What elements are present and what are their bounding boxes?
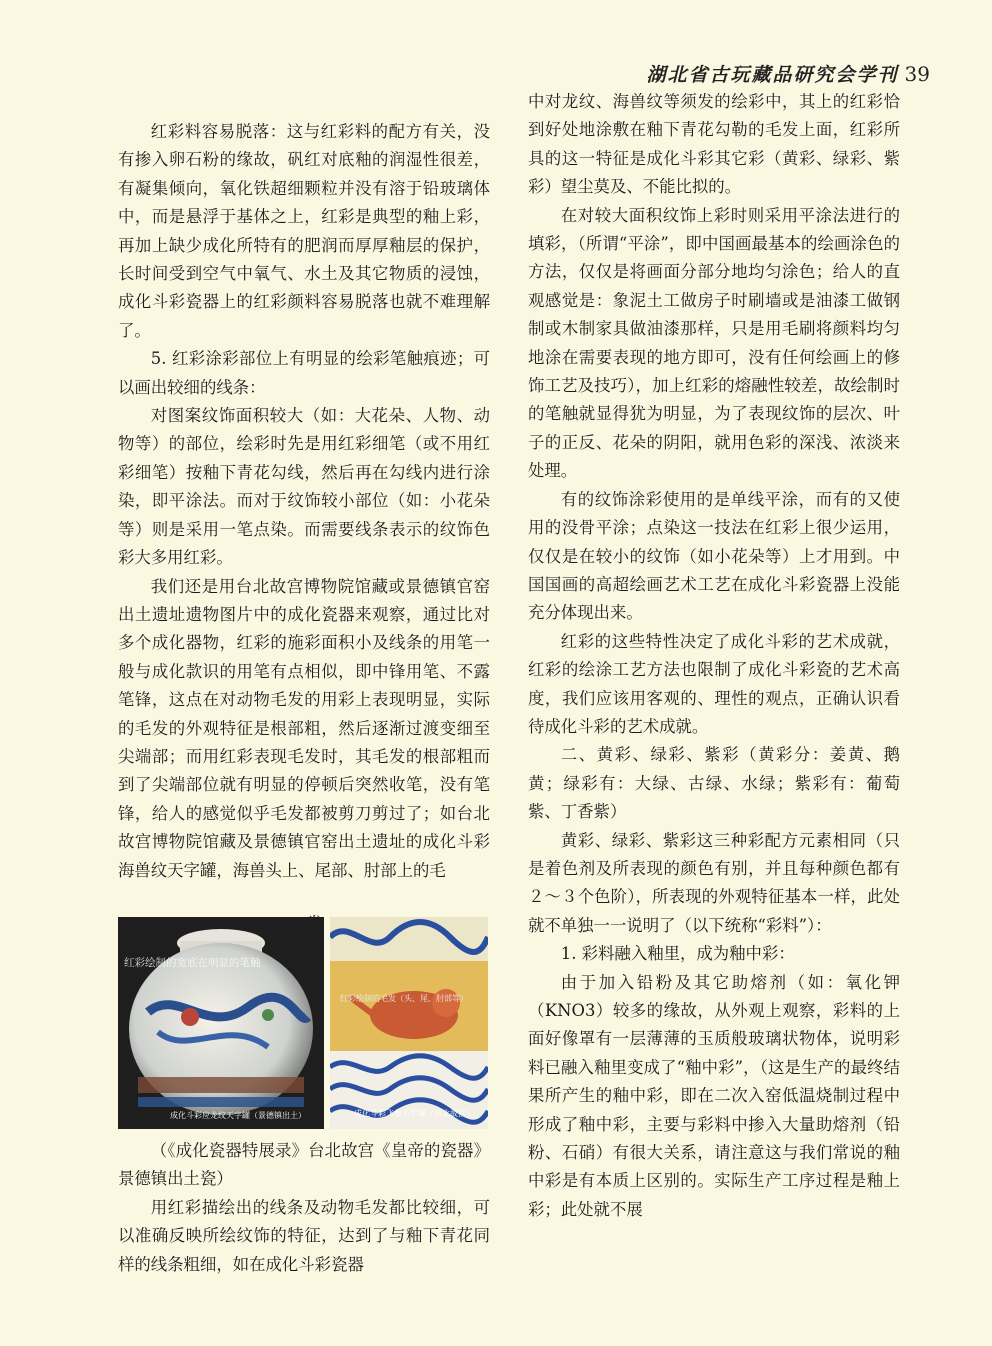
- journal-title: 湖北省古玩藏品研究会学刊: [646, 64, 899, 86]
- paragraph: 我们还是用台北故宫博物院馆藏或景德镇官窑出土遗址遗物图片中的成化瓷器来观察，通过比对多个成化器物，红彩的施彩面积小及线条的用笔一般与成化款识的用笔有点相似，即中锋用笔、不露笔锋，这点在对动物毛发的用彩上表现明显，实际的毛发的外观特征是根部粗，然后逐渐过渡变细至尖端部；而用红彩表现毛发时，其毛发的根部粗而到了尖端部位就有明显的停顿后突然收笔，没有笔锋，给人的感觉似乎毛发都被剪刀剪过了；如台北故宫博物院馆藏及景德镇官窑出土遗址的成化斗彩海兽纹天字罐，海兽头上、尾部、肘部上的毛: [118, 576, 490, 880]
- left-column: [118, 118, 490, 885]
- dragon-jar-photo: [118, 917, 324, 1129]
- paragraph: 用红彩描绘出的线条及动物毛发都比较细，可以准确反映所绘纹饰的特征，达到了与釉下青花同样的线条粗细，如在成化斗彩瓷器: [118, 1197, 490, 1274]
- paragraph: 黄彩、绿彩、紫彩这三种彩配方元素相同（只是着色剂及所表现的颜色有别，并且每种颜色都有２～３个色阶），所表现的外观特征基本一样，此处就不单独一一说明了（以下统称“彩料”）：: [528, 830, 900, 935]
- figure-overlay-label: 红彩绘制的宽底在明显的笔触: [124, 957, 261, 969]
- paragraph: 5. 红彩涂彩部位上有明显的绘彩笔触痕迹；可以画出较细的线条：: [118, 349, 490, 397]
- left-column-continued: [118, 1137, 490, 1279]
- figure-caption: 成化斗彩飞象天字罐（台北故宫）: [354, 1109, 474, 1118]
- section-heading: 二、黄彩、绿彩、紫彩（黄彩分：姜黄、鹅黄；绿彩有：大绿、古绿、水绿；紫彩有：葡萄紫、丁香紫）: [528, 745, 900, 822]
- paragraph: 红彩的这些特性决定了成化斗彩的艺术成就，红彩的绘涂工艺方法也限制了成化斗彩瓷的艺术高度，我们应该用客观的、理性的观点，正确认识看待成化斗彩的艺术成就。: [528, 631, 900, 736]
- right-column: [528, 88, 900, 1224]
- paragraph: 中对龙纹、海兽纹等须发的绘彩中，其上的红彩恰到好处地涂敷在釉下青花勾勒的毛发上面，红彩所具的这一特征是成化斗彩其它彩（黄彩、绿彩、紫彩）望尘莫及、不能比拟的。: [528, 92, 900, 197]
- journal-header: [647, 60, 930, 87]
- paragraph: 有的纹饰涂彩使用的是单线平涂，而有的又使用的没骨平涂；点染这一技法在红彩上很少运用，仅仅是在较小的纹饰（如小花朵等）上才用到。中国国画的高超绘画艺术工艺在成化斗彩瓷器上没能充分体现出来。: [528, 489, 900, 623]
- figure-overlay-label: 红彩绘制的毛发（头、尾、肘部等）: [340, 994, 468, 1003]
- paragraph: 在对较大面积纹饰上彩时则采用平涂法进行的填彩，（所谓“平涂”，即中国画最基本的绘画涂色的方法，仅仅是将画面分部分地均匀涂色；给人的直观感觉是：象泥土工做房子时刷墙或是油漆工做钢制或木制家具做油漆那样，只是用毛刷将颜料均匀地涂在需要表现的地方即可，没有任何绘画上的修饰工艺及技巧），加上红彩的熔融性较差，故绘制时的笔触就显得犹为明显，为了表现纹饰的层次、叶子的正反、花朵的阴阳，就用色彩的深浅、浓淡来处理。: [528, 205, 900, 481]
- dragon-jar-image: [118, 917, 324, 1129]
- figure-caption: 成化斗彩应龙纹天字罐（景德镇出土）: [170, 1111, 306, 1120]
- subsection-heading: 1. 彩料融入釉里，成为釉中彩：: [560, 944, 795, 964]
- paragraph: 对图案纹饰面积较大（如：大花朵、人物、动物等）的部位，绘彩时先是用红彩细笔（或不用红彩细笔）按釉下青花勾线，然后再在勾线内进行涂染，即平涂法。而对于纹饰较小部位（如：小花朵等）则是采用一笔点染。而需要线条表示的纹饰色彩大多用红彩。: [118, 406, 490, 568]
- sea-beast-jar-image: [330, 917, 488, 1129]
- page-number: 39: [904, 62, 930, 86]
- paragraph: 红彩料容易脱落：这与红彩料的配方有关，没有掺入卵石粉的缘故，矾红对底釉的润湿性很差，有凝集倾向，氧化铁超细颗粒并没有溶于铅玻璃体中，而是悬浮于基体之上，红彩是典型的釉上彩，再加上缺少成化所特有的肥润而厚厚釉层的保护，长时间受到空气中氧气、水土及其它物质的浸蚀，成化斗彩瓷器上的红彩颜料容易脱落也就不难理解了。: [118, 122, 490, 340]
- paragraph: 由于加入铅粉及其它助熔剂（如：氧化钾（KNO3）较多的缘故，从外观上观察，彩料的上面好像罩有一层薄薄的玉质般玻璃状物体，说明彩料已融入釉里变成了“釉中彩”，（这是生产的最终结果所产生的釉中彩，即在二次入窑低温烧制过程中形成了釉中彩，主要与彩料中掺入大量助熔剂（铅粉、石硝）有很大关系，请注意这与我们常说的釉中彩是有本质上区别的。实际生产工序过程是釉上彩；此处就不展: [528, 972, 900, 1219]
- sea-beast-jar-photo: [330, 917, 488, 1129]
- figure-source-note: （《成化瓷器特展录》台北故宫《皇帝的瓷器》景德镇出土瓷）: [118, 1141, 490, 1189]
